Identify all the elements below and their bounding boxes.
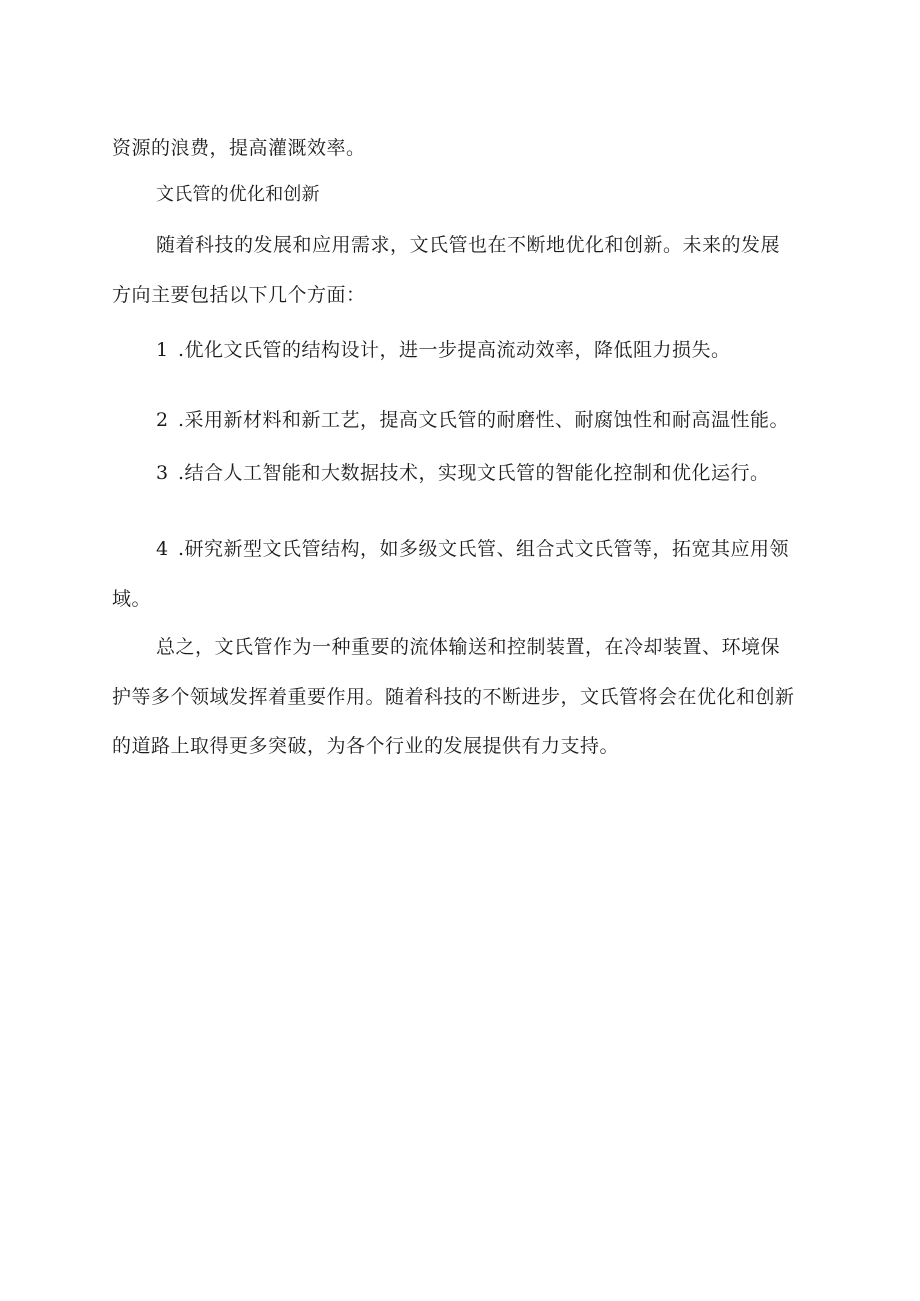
- list-item-3: [156, 461, 770, 485]
- conclusion-line-2: 护等多个领域发挥着重要作用。随着科技的不断进步，文氏管将会在优化和创新: [112, 686, 795, 708]
- list-item-text: .优化文氏管的结构设计，进一步提高流动效率，降低阻力损失。: [178, 339, 731, 361]
- list-item-4-continuation: 域。: [112, 588, 152, 610]
- intro-paragraph-line-2: 方向主要包括以下几个方面：: [112, 284, 366, 306]
- paragraph-continuation: 资源的浪费，提高灌溉效率。: [112, 137, 366, 159]
- conclusion-line-1: 总之，文氏管作为一种重要的流体输送和控制装置，在冷却装置、环境保: [156, 636, 781, 658]
- list-item-text: .研究新型文氏管结构，如多级文氏管、组合式文氏管等，拓宽其应用领: [178, 538, 790, 560]
- list-item-2: [156, 408, 789, 432]
- conclusion-line-3: 的道路上取得更多突破，为各个行业的发展提供有力支持。: [112, 735, 620, 757]
- list-item-number: 1: [156, 339, 169, 361]
- list-item-number: 4: [156, 538, 169, 560]
- list-item-text: .采用新材料和新工艺，提高文氏管的耐磨性、耐腐蚀性和耐高温性能。: [178, 409, 790, 431]
- list-item-text: .结合人工智能和大数据技术，实现文氏管的智能化控制和优化运行。: [178, 462, 770, 484]
- section-heading: 文氏管的优化和创新: [156, 184, 320, 205]
- list-item-1: [156, 338, 731, 362]
- list-item-number: 2: [156, 409, 169, 431]
- list-item-4: [156, 537, 789, 561]
- list-item-number: 3: [156, 462, 169, 484]
- intro-paragraph-line-1: 随着科技的发展和应用需求，文氏管也在不断地优化和创新。未来的发展: [156, 234, 781, 256]
